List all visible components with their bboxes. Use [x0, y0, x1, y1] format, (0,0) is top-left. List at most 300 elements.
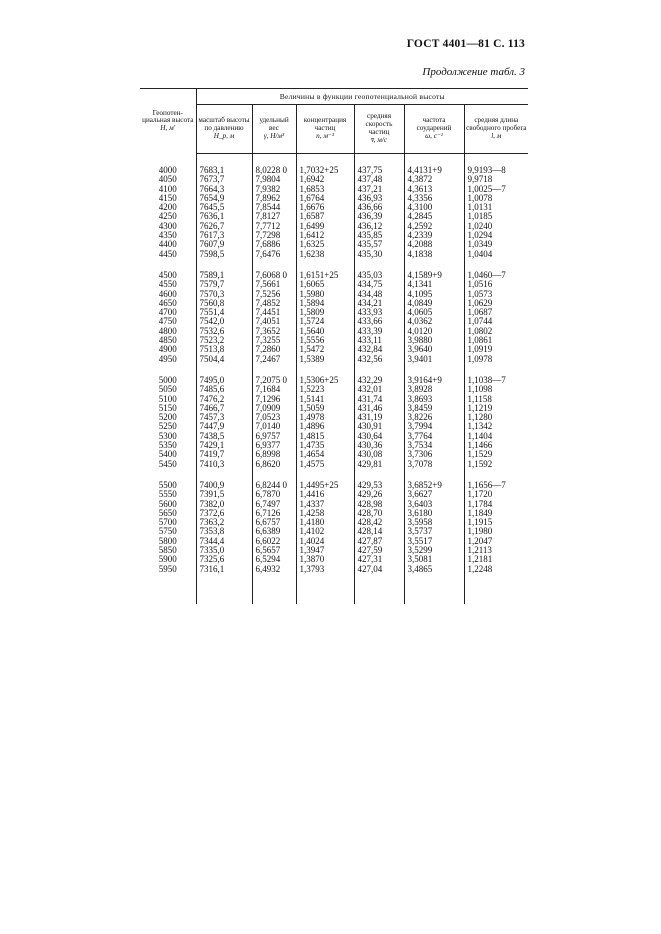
- cell-mean-free-path: 1,1980: [464, 527, 528, 536]
- cell-mean-free-path: 1,2113: [464, 546, 528, 555]
- cell-height: 5100: [158, 393, 177, 404]
- cell-specific-weight: 7,4451: [252, 308, 296, 317]
- cell-particle-concentration: 1,5640: [296, 327, 354, 336]
- cell-pressure-scale-height: 7513,8: [196, 345, 252, 354]
- cell-specific-weight: 7,9804: [252, 175, 296, 184]
- header-label: Геопотен-циальная высота: [142, 108, 194, 125]
- header-particle-concentration: [296, 105, 354, 154]
- cell-particle-concentration: 1,5141: [296, 395, 354, 404]
- cell-mean-free-path: 1,0919: [464, 345, 528, 354]
- cell-mean-speed: 428,42: [354, 518, 404, 527]
- cell-mean-free-path: 1,1466: [464, 441, 528, 450]
- cell-pressure-scale-height: 7353,8: [196, 527, 252, 536]
- cell-mean-speed: 432,84: [354, 345, 404, 354]
- cell-mean-free-path: 1,0629: [464, 299, 528, 308]
- cell-height: 5800: [158, 535, 177, 546]
- cell-particle-concentration: 1,5809: [296, 308, 354, 317]
- cell-mean-free-path: 1,2047: [464, 537, 528, 546]
- cell-pressure-scale-height: 7645,5: [196, 203, 252, 212]
- cell-mean-free-path: 1,0573: [464, 290, 528, 299]
- table-row: [140, 565, 528, 604]
- cell-pressure-scale-height: 7504,4: [196, 355, 252, 364]
- cell-mean-free-path: 1,0078: [464, 194, 528, 203]
- cell-height: 4400: [158, 239, 177, 250]
- header-collision-frequency: [404, 105, 464, 154]
- cell-specific-weight: 6,9377: [252, 441, 296, 450]
- cell-particle-concentration: 1,6151+25: [296, 259, 354, 280]
- cell-mean-speed: 437,48: [354, 175, 404, 184]
- cell-pressure-scale-height: 7598,5: [196, 250, 252, 259]
- header-mean-free-path: [464, 105, 528, 154]
- cell-specific-weight: 8,0228 0: [252, 154, 296, 176]
- table-row-group: [140, 364, 528, 469]
- cell-height: 5650: [158, 507, 177, 518]
- cell-pressure-scale-height: 7485,6: [196, 385, 252, 394]
- cell-height: 4300: [158, 220, 177, 231]
- cell-particle-concentration: 1,6942: [296, 175, 354, 184]
- cell-mean-speed: 428,98: [354, 500, 404, 509]
- cell-height: 5200: [158, 412, 177, 423]
- cell-mean-free-path: 1,2248: [464, 565, 528, 604]
- cell-mean-free-path: 1,1098: [464, 385, 528, 394]
- table-row-group: [140, 259, 528, 364]
- cell-specific-weight: 7,2467: [252, 355, 296, 364]
- cell-collision-frequency: 3,5958: [404, 518, 464, 527]
- cell-particle-concentration: 1,4735: [296, 441, 354, 450]
- cell-mean-free-path: 1,1529: [464, 450, 528, 459]
- cell-height: 5000: [158, 374, 177, 385]
- header-label: удельный вес: [259, 116, 289, 133]
- cell-specific-weight: 7,8544: [252, 203, 296, 212]
- table-row: [140, 259, 528, 280]
- cell-specific-weight: 7,0140: [252, 422, 296, 431]
- cell-height: 4750: [158, 316, 177, 327]
- table-row: [140, 250, 528, 259]
- cell-particle-concentration: 1,4102: [296, 527, 354, 536]
- table-row: [140, 355, 528, 364]
- cell-pressure-scale-height: 7532,6: [196, 327, 252, 336]
- cell-particle-concentration: 1,6676: [296, 203, 354, 212]
- cell-mean-free-path: 1,1404: [464, 432, 528, 441]
- cell-specific-weight: 6,4932: [252, 565, 296, 604]
- cell-mean-speed: 437,75: [354, 154, 404, 176]
- cell-height: 4150: [158, 192, 177, 203]
- cell-mean-free-path: 1,0978: [464, 355, 528, 364]
- cell-particle-concentration: 1,5306+25: [296, 364, 354, 385]
- header-symbol: γ, Н/м³: [263, 131, 285, 140]
- table-row: [140, 460, 528, 469]
- header-group: Величины в функции геопотенциальной высоты: [196, 89, 528, 105]
- cell-collision-frequency: 4,1838: [404, 250, 464, 259]
- cell-mean-speed: 435,57: [354, 240, 404, 249]
- cell-pressure-scale-height: 7476,2: [196, 395, 252, 404]
- cell-specific-weight: 6,6757: [252, 518, 296, 527]
- cell-collision-frequency: 3,5517: [404, 537, 464, 546]
- cell-specific-weight: 6,7126: [252, 509, 296, 518]
- cell-mean-speed: 430,36: [354, 441, 404, 450]
- cell-height: 4650: [158, 297, 177, 308]
- cell-collision-frequency: 3,8928: [404, 385, 464, 394]
- table-row: [140, 469, 528, 490]
- cell-particle-concentration: 1,6238: [296, 250, 354, 259]
- cell-particle-concentration: 1,4495+25: [296, 469, 354, 490]
- cell-mean-speed: 427,59: [354, 546, 404, 555]
- cell-mean-free-path: 1,1915: [464, 518, 528, 527]
- cell-pressure-scale-height: 7429,1: [196, 441, 252, 450]
- cell-particle-concentration: 1,4575: [296, 460, 354, 469]
- cell-specific-weight: 7,5661: [252, 280, 296, 289]
- header-symbol: H, м': [160, 124, 176, 133]
- cell-particle-concentration: 1,4896: [296, 422, 354, 431]
- cell-pressure-scale-height: 7560,8: [196, 299, 252, 308]
- cell-specific-weight: 7,0523: [252, 413, 296, 422]
- cell-pressure-scale-height: 7542,0: [196, 317, 252, 326]
- cell-mean-free-path: 1,0687: [464, 308, 528, 317]
- cell-particle-concentration: 1,4024: [296, 537, 354, 546]
- cell-mean-free-path: 1,1280: [464, 413, 528, 422]
- cell-collision-frequency: 4,3613: [404, 185, 464, 194]
- cell-collision-frequency: 3,9401: [404, 355, 464, 364]
- header-symbol: l, м: [491, 131, 502, 140]
- cell-collision-frequency: 3,6627: [404, 490, 464, 499]
- cell-pressure-scale-height: 7410,3: [196, 460, 252, 469]
- cell-mean-speed: 436,66: [354, 203, 404, 212]
- cell-mean-speed: 434,75: [354, 280, 404, 289]
- cell-particle-concentration: 1,4337: [296, 500, 354, 509]
- cell-pressure-scale-height: 7551,4: [196, 308, 252, 317]
- cell-particle-concentration: 1,5980: [296, 290, 354, 299]
- cell-height: 5900: [158, 554, 177, 565]
- cell-mean-free-path: 1,1656—7: [464, 469, 528, 490]
- cell-specific-weight: 7,6886: [252, 240, 296, 249]
- cell-mean-speed: 435,03: [354, 259, 404, 280]
- cell-particle-concentration: 1,4258: [296, 509, 354, 518]
- cell-pressure-scale-height: 7673,7: [196, 175, 252, 184]
- cell-mean-free-path: 1,1784: [464, 500, 528, 509]
- cell-mean-speed: 433,39: [354, 327, 404, 336]
- cell-mean-free-path: 1,1720: [464, 490, 528, 499]
- atmosphere-table-container: [140, 88, 528, 604]
- cell-specific-weight: 7,5256: [252, 290, 296, 299]
- cell-height: 4250: [158, 211, 177, 222]
- cell-pressure-scale-height: 7344,4: [196, 537, 252, 546]
- cell-specific-weight: 6,7870: [252, 490, 296, 499]
- cell-mean-free-path: 1,1849: [464, 509, 528, 518]
- cell-mean-free-path: 9,9718: [464, 175, 528, 184]
- cell-specific-weight: 6,6389: [252, 527, 296, 536]
- cell-mean-free-path: 1,0025—7: [464, 185, 528, 194]
- cell-height: 5350: [158, 440, 177, 451]
- cell-particle-concentration: 1,5389: [296, 355, 354, 364]
- cell-mean-free-path: 1,0861: [464, 336, 528, 345]
- header-symbol: ω, с⁻¹: [425, 131, 443, 140]
- cell-height: 4200: [158, 202, 177, 213]
- cell-pressure-scale-height: 7626,7: [196, 222, 252, 231]
- cell-pressure-scale-height: 7607,9: [196, 240, 252, 249]
- header-geopotential-height: [140, 89, 196, 154]
- cell-mean-free-path: 1,0294: [464, 231, 528, 240]
- cell-particle-concentration: 1,6853: [296, 185, 354, 194]
- cell-mean-free-path: 1,0131: [464, 203, 528, 212]
- cell-mean-speed: 429,26: [354, 490, 404, 499]
- cell-mean-speed: 436,12: [354, 222, 404, 231]
- cell-height: 5050: [158, 384, 177, 395]
- cell-mean-speed: 427,31: [354, 555, 404, 564]
- cell-height: 4550: [158, 279, 177, 290]
- cell-collision-frequency: 4,0849: [404, 299, 464, 308]
- cell-mean-speed: 433,93: [354, 308, 404, 317]
- cell-height: 4850: [158, 335, 177, 346]
- cell-particle-concentration: 1,6587: [296, 212, 354, 221]
- cell-pressure-scale-height: 7579,7: [196, 280, 252, 289]
- cell-pressure-scale-height: 7589,1: [196, 259, 252, 280]
- cell-collision-frequency: 4,2088: [404, 240, 464, 249]
- cell-specific-weight: 7,4852: [252, 299, 296, 308]
- cell-specific-weight: 6,9757: [252, 432, 296, 441]
- cell-pressure-scale-height: 7363,2: [196, 518, 252, 527]
- cell-pressure-scale-height: 7617,3: [196, 231, 252, 240]
- cell-particle-concentration: 1,3870: [296, 555, 354, 564]
- cell-specific-weight: 7,3652: [252, 327, 296, 336]
- cell-collision-frequency: 3,9880: [404, 336, 464, 345]
- cell-specific-weight: 6,8244 0: [252, 469, 296, 490]
- cell-mean-speed: 429,81: [354, 460, 404, 469]
- cell-pressure-scale-height: 7636,1: [196, 212, 252, 221]
- cell-collision-frequency: 3,6852+9: [404, 469, 464, 490]
- cell-particle-concentration: 1,6764: [296, 194, 354, 203]
- cell-specific-weight: 7,2075 0: [252, 364, 296, 385]
- cell-collision-frequency: 3,8693: [404, 395, 464, 404]
- cell-collision-frequency: 4,0362: [404, 317, 464, 326]
- cell-collision-frequency: 3,5081: [404, 555, 464, 564]
- cell-pressure-scale-height: 7457,3: [196, 413, 252, 422]
- cell-collision-frequency: 3,5299: [404, 546, 464, 555]
- cell-mean-speed: 431,46: [354, 404, 404, 413]
- cell-particle-concentration: 1,6325: [296, 240, 354, 249]
- cell-particle-concentration: 1,4815: [296, 432, 354, 441]
- cell-height: 5250: [158, 421, 177, 432]
- cell-mean-free-path: 1,0349: [464, 240, 528, 249]
- cell-particle-concentration: 1,5472: [296, 345, 354, 354]
- cell-height: 4800: [158, 325, 177, 336]
- cell-mean-free-path: 1,2181: [464, 555, 528, 564]
- cell-height: 5850: [158, 544, 177, 555]
- cell-pressure-scale-height: 7523,2: [196, 336, 252, 345]
- header-symbol: v̄, м/с: [370, 135, 388, 144]
- cell-mean-free-path: 1,0460—7: [464, 259, 528, 280]
- cell-specific-weight: 7,1296: [252, 395, 296, 404]
- header-label: средняя скорость частиц: [365, 112, 393, 136]
- cell-particle-concentration: 1,4654: [296, 450, 354, 459]
- cell-collision-frequency: 4,2592: [404, 222, 464, 231]
- header-label: частота соударений: [416, 116, 452, 133]
- cell-specific-weight: 6,5657: [252, 546, 296, 555]
- cell-collision-frequency: 4,1589+9: [404, 259, 464, 280]
- cell-collision-frequency: 3,6180: [404, 509, 464, 518]
- cell-pressure-scale-height: 7570,3: [196, 290, 252, 299]
- table-row: [140, 364, 528, 385]
- cell-pressure-scale-height: 7654,9: [196, 194, 252, 203]
- table-continuation-note: Продолжение табл. 3: [422, 66, 525, 78]
- cell-mean-speed: 430,08: [354, 450, 404, 459]
- cell-mean-speed: 428,70: [354, 509, 404, 518]
- cell-height: 4900: [158, 344, 177, 355]
- cell-height: 5500: [158, 479, 177, 490]
- cell-height: 5550: [158, 489, 177, 500]
- cell-pressure-scale-height: 7400,9: [196, 469, 252, 490]
- header-label: концентрация частиц: [303, 116, 347, 133]
- atmosphere-table: [140, 88, 528, 604]
- cell-pressure-scale-height: 7335,0: [196, 546, 252, 555]
- header-specific-weight: [252, 105, 296, 154]
- cell-height: 5600: [158, 498, 177, 509]
- cell-specific-weight: 6,8620: [252, 460, 296, 469]
- cell-collision-frequency: 3,8459: [404, 404, 464, 413]
- cell-height: 5150: [158, 402, 177, 413]
- cell-collision-frequency: 4,0120: [404, 327, 464, 336]
- cell-mean-free-path: 1,1038—7: [464, 364, 528, 385]
- cell-height: 4600: [158, 288, 177, 299]
- cell-pressure-scale-height: 7391,5: [196, 490, 252, 499]
- table-header: [140, 89, 528, 154]
- cell-specific-weight: 7,6068 0: [252, 259, 296, 280]
- cell-mean-speed: 436,39: [354, 212, 404, 221]
- cell-mean-free-path: 1,1219: [464, 404, 528, 413]
- cell-height: 4100: [158, 183, 177, 194]
- cell-specific-weight: 7,4051: [252, 317, 296, 326]
- cell-pressure-scale-height: 7419,7: [196, 450, 252, 459]
- cell-particle-concentration: 1,3793: [296, 565, 354, 604]
- cell-collision-frequency: 3,5737: [404, 527, 464, 536]
- page-header: ГОСТ 4401—81 С. 113: [406, 38, 525, 50]
- cell-height: 5750: [158, 526, 177, 537]
- cell-mean-speed: 427,04: [354, 565, 404, 604]
- cell-specific-weight: 7,8127: [252, 212, 296, 221]
- cell-particle-concentration: 1,6412: [296, 231, 354, 240]
- cell-specific-weight: 7,6476: [252, 250, 296, 259]
- cell-collision-frequency: 4,3872: [404, 175, 464, 184]
- cell-height: 5300: [158, 430, 177, 441]
- cell-mean-free-path: 1,0802: [464, 327, 528, 336]
- cell-mean-speed: 435,30: [354, 250, 404, 259]
- cell-collision-frequency: 4,1095: [404, 290, 464, 299]
- cell-mean-speed: 432,29: [354, 364, 404, 385]
- cell-mean-speed: 429,53: [354, 469, 404, 490]
- cell-pressure-scale-height: 7372,6: [196, 509, 252, 518]
- cell-height: 4000: [158, 164, 177, 175]
- table-row-group: [140, 154, 528, 259]
- cell-collision-frequency: 3,7534: [404, 441, 464, 450]
- cell-height: 5400: [158, 449, 177, 460]
- cell-collision-frequency: 3,9640: [404, 345, 464, 354]
- cell-mean-free-path: 1,0185: [464, 212, 528, 221]
- cell-height: 5950: [158, 563, 177, 574]
- cell-mean-free-path: 9,9193—8: [464, 154, 528, 176]
- cell-particle-concentration: 1,6065: [296, 280, 354, 289]
- table-row-group: [140, 469, 528, 604]
- cell-particle-concentration: 1,5894: [296, 299, 354, 308]
- cell-collision-frequency: 4,3100: [404, 203, 464, 212]
- cell-height: 4700: [158, 307, 177, 318]
- cell-specific-weight: 7,8962: [252, 194, 296, 203]
- cell-specific-weight: 7,2860: [252, 345, 296, 354]
- cell-mean-speed: 434,48: [354, 290, 404, 299]
- cell-pressure-scale-height: 7438,5: [196, 432, 252, 441]
- cell-particle-concentration: 1,5724: [296, 317, 354, 326]
- header-label: средняя длина свободного пробега: [466, 116, 527, 133]
- cell-particle-concentration: 1,4416: [296, 490, 354, 499]
- cell-collision-frequency: 4,2845: [404, 212, 464, 221]
- cell-height: 5700: [158, 517, 177, 528]
- cell-collision-frequency: 3,7764: [404, 432, 464, 441]
- cell-pressure-scale-height: 7495,0: [196, 364, 252, 385]
- cell-collision-frequency: 3,7078: [404, 460, 464, 469]
- cell-height: 4450: [158, 248, 177, 259]
- cell-mean-free-path: 1,1158: [464, 395, 528, 404]
- cell-mean-speed: 436,93: [354, 194, 404, 203]
- cell-mean-free-path: 1,0404: [464, 250, 528, 259]
- cell-mean-speed: 431,74: [354, 395, 404, 404]
- cell-mean-speed: 435,85: [354, 231, 404, 240]
- cell-mean-speed: 432,01: [354, 385, 404, 394]
- cell-mean-speed: 428,14: [354, 527, 404, 536]
- cell-mean-speed: 432,56: [354, 355, 404, 364]
- cell-specific-weight: 7,7298: [252, 231, 296, 240]
- cell-mean-free-path: 1,1592: [464, 460, 528, 469]
- cell-collision-frequency: 3,4865: [404, 565, 464, 604]
- cell-mean-speed: 431,19: [354, 413, 404, 422]
- cell-collision-frequency: 3,8226: [404, 413, 464, 422]
- cell-collision-frequency: 3,6403: [404, 500, 464, 509]
- cell-collision-frequency: 3,9164+9: [404, 364, 464, 385]
- cell-specific-weight: 7,7712: [252, 222, 296, 231]
- cell-specific-weight: 6,6022: [252, 537, 296, 546]
- cell-specific-weight: 7,1684: [252, 385, 296, 394]
- cell-collision-frequency: 4,2339: [404, 231, 464, 240]
- cell-height: 4350: [158, 230, 177, 241]
- cell-particle-concentration: 1,4978: [296, 413, 354, 422]
- cell-pressure-scale-height: 7664,3: [196, 185, 252, 194]
- cell-particle-concentration: 1,5556: [296, 336, 354, 345]
- cell-pressure-scale-height: 7683,1: [196, 154, 252, 176]
- cell-mean-speed: 427,87: [354, 537, 404, 546]
- cell-pressure-scale-height: 7447,9: [196, 422, 252, 431]
- cell-height: 4050: [158, 174, 177, 185]
- cell-mean-speed: 430,64: [354, 432, 404, 441]
- cell-height: 4950: [158, 353, 177, 364]
- cell-mean-speed: 430,91: [354, 422, 404, 431]
- header-pressure-scale-height: [196, 105, 252, 154]
- cell-mean-free-path: 1,0744: [464, 317, 528, 326]
- cell-particle-concentration: 1,7032+25: [296, 154, 354, 176]
- cell-mean-speed: 437,21: [354, 185, 404, 194]
- cell-mean-speed: 433,66: [354, 317, 404, 326]
- cell-collision-frequency: 4,3356: [404, 194, 464, 203]
- cell-specific-weight: 6,8998: [252, 450, 296, 459]
- cell-collision-frequency: 4,1341: [404, 280, 464, 289]
- header-mean-particle-speed: [354, 105, 404, 154]
- cell-height: 5450: [158, 458, 177, 469]
- cell-pressure-scale-height: 7382,0: [196, 500, 252, 509]
- cell-pressure-scale-height: 7466,7: [196, 404, 252, 413]
- cell-specific-weight: 6,5294: [252, 555, 296, 564]
- cell-mean-speed: 434,21: [354, 299, 404, 308]
- cell-collision-frequency: 3,7994: [404, 422, 464, 431]
- cell-specific-weight: 7,9382: [252, 185, 296, 194]
- cell-particle-concentration: 1,4180: [296, 518, 354, 527]
- header-label: масштаб высоты по давлению: [198, 116, 250, 133]
- cell-pressure-scale-height: 7325,6: [196, 555, 252, 564]
